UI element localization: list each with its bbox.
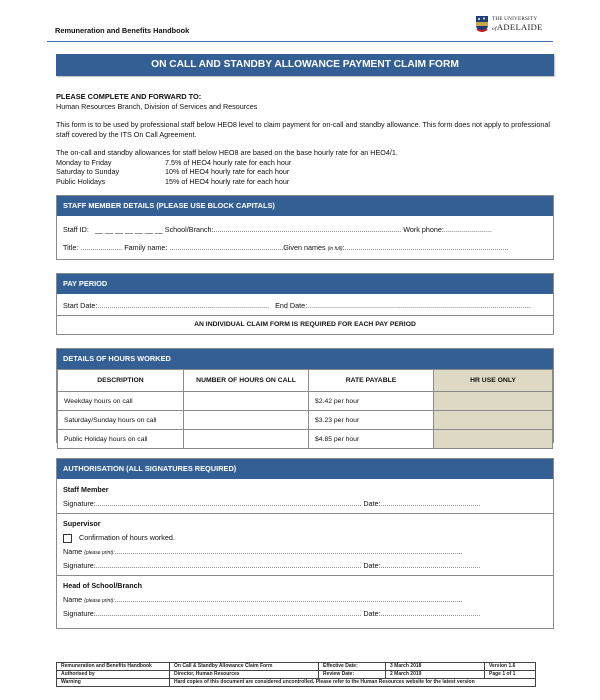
forward-heading: PLEASE COMPLETE AND FORWARD TO:	[56, 92, 202, 101]
dates-row: Start Date:...................................................................................... End Date:................................................................................................................	[57, 297, 553, 316]
basis-text: The on-call and standby allowances for staff below HEO8 are based on the base hourly rate for an HEO4/1.	[56, 148, 398, 157]
head-date-field[interactable]: ..................................................	[380, 609, 481, 618]
hours-input[interactable]	[184, 430, 309, 449]
header-divider	[47, 41, 553, 42]
given-names-field[interactable]: ..................................................................................	[344, 243, 509, 252]
staff-id-row: Staff ID: __ __ __ __ __ __ __ School/Branch:.............................................................................................. Work phone:........................	[63, 225, 492, 234]
purpose-text: This form is to be used by professional staff below HEO8 level to claim payment for on-call and standby allowance. This form does not apply to professional staff covered by the ITS On Call Agreement.	[56, 120, 550, 139]
table-row: Weekday hours on call $2.42 per hour	[58, 392, 553, 411]
forward-to: Human Resources Branch, Division of Services and Resources	[56, 101, 258, 111]
staff-date-field[interactable]: ..................................................	[380, 499, 481, 508]
crest-icon	[475, 15, 489, 33]
end-date-field[interactable]: ................................................................................................................	[307, 301, 531, 310]
logo-line2: ofADELAIDE	[492, 22, 543, 32]
footer-row: Warning Hard copies of this document are considered uncontrolled. Please refer to the Human Resources website for the latest version	[57, 679, 536, 687]
form-title: ON CALL AND STANDBY ALLOWANCE PAYMENT CLAIM FORM	[56, 54, 554, 76]
hours-input[interactable]	[184, 392, 309, 411]
school-branch-field[interactable]: ..............................................................................................	[213, 225, 402, 234]
head-name-field[interactable]: ..............................................................................................................................................................................	[114, 595, 463, 604]
pay-period-section	[56, 273, 554, 335]
document-footer	[56, 662, 536, 687]
footer-row: Authorised by Director, Human Resources Review Date: 2 March 2019 Page 1 of 1	[57, 671, 536, 679]
table-row: Saturday/Sunday hours on call $3.23 per hour	[58, 411, 553, 430]
start-date-field[interactable]: ......................................................................................	[97, 301, 270, 310]
section-heading: DETAILS OF HOURS WORKED	[57, 349, 553, 369]
confirm-hours-checkbox[interactable]	[63, 534, 72, 543]
staff-id-field[interactable]: __ __ __ __ __ __ __	[94, 225, 163, 234]
rate-row: Saturday to Sunday 10% of HEO4 hourly rate for each hour	[56, 167, 290, 176]
rate-row: Public Holidays 15% of HEO4 hourly rate for each hour	[56, 176, 290, 186]
hours-table	[57, 369, 553, 449]
footer-row: Remuneration and Benefits Handbook On Call & Standby Allowance Claim Form Effective Date: 3 March 2018 Version 1.6	[57, 663, 536, 671]
pay-period-notice: AN INDIVIDUAL CLAIM FORM IS REQUIRED FOR EACH PAY PERIOD	[194, 321, 416, 328]
table-row: Public Holiday hours on call $4.85 per hour	[58, 430, 553, 449]
university-logo	[475, 14, 555, 38]
hr-use-cell	[434, 430, 553, 449]
title-field[interactable]: .....................	[80, 243, 123, 252]
staff-member-block: Staff Member Signature:..................................................................................................................................... Date:..................................................	[57, 479, 553, 514]
supervisor-block: Supervisor Confirmation of hours worked. Name (please print):.............................................................................................................................................................................. Signature:..................................................................................................................................... Date:..................................................	[57, 514, 553, 576]
name-row: Title: ..................... Family name: .........................................................Given names (in full):..................................................................................	[63, 243, 509, 252]
authorisation-section	[56, 458, 554, 629]
family-name-field[interactable]: .........................................................	[169, 243, 284, 252]
table-header-row: DESCRIPTION NUMBER OF HOURS ON CALL RATE PAYABLE HR USE ONLY	[58, 370, 553, 392]
hr-use-cell	[434, 392, 553, 411]
work-phone-field[interactable]: ........................	[443, 225, 492, 234]
supervisor-signature-field[interactable]: .....................................................................................................................................	[95, 561, 362, 570]
rates-list	[56, 158, 556, 187]
hr-use-cell	[434, 411, 553, 430]
head-signature-field[interactable]: .....................................................................................................................................	[95, 609, 362, 618]
handbook-title: Remuneration and Benefits Handbook	[55, 26, 190, 35]
supervisor-date-field[interactable]: ..................................................	[380, 561, 481, 570]
section-heading: AUTHORISATION (ALL SIGNATURES REQUIRED)	[57, 459, 553, 479]
rate-row: Monday to Friday 7.5% of HEO4 hourly rate for each hour	[56, 157, 292, 167]
head-block: Head of School/Branch Name (please print):.............................................................................................................................................................................. Signature:..................................................................................................................................... Date:..................................................	[63, 581, 481, 618]
staff-signature-field[interactable]: .....................................................................................................................................	[95, 499, 362, 508]
logo-line1: THE UNIVERSITY	[492, 16, 538, 22]
staff-details-section	[56, 195, 554, 260]
supervisor-name-field[interactable]: ..............................................................................................................................................................................	[114, 547, 463, 556]
section-heading: PAY PERIOD	[57, 274, 553, 294]
intro-block	[56, 92, 556, 186]
section-heading: STAFF MEMBER DETAILS (PLEASE USE BLOCK CAPITALS)	[57, 196, 553, 216]
hours-section	[56, 348, 554, 443]
hours-input[interactable]	[184, 411, 309, 430]
